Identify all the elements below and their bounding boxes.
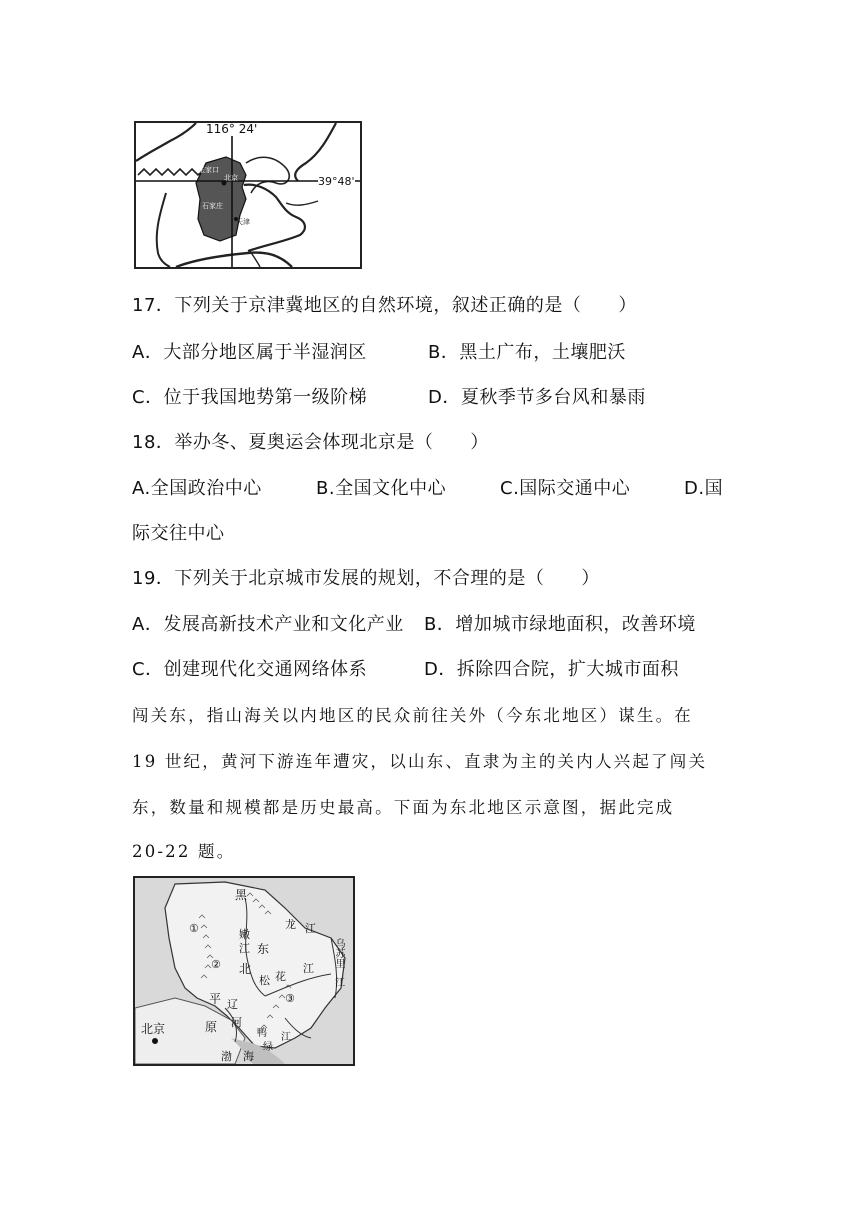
map-label-jiang5: 江: [281, 1032, 291, 1043]
question-17-option-a: A．大部分地区属于半湿润区: [132, 342, 367, 363]
city-label-zhangjiakou: 张家口: [198, 166, 219, 174]
map-label-bo: 渤: [221, 1050, 232, 1063]
question-18-option-d-continued: 际交往中心: [132, 523, 225, 544]
question-19-option-d: D．拆除四合院，扩大城市面积: [424, 659, 679, 680]
question-17-stem: 17．下列关于京津冀地区的自然环境，叙述正确的是（ ）: [132, 295, 637, 316]
question-19-option-c: C．创建现代化交通网络体系: [132, 659, 368, 680]
map-label-ya: 鸭: [257, 1028, 267, 1039]
question-17-option-b: B．黑土广布，土壤肥沃: [428, 342, 626, 363]
passage-line-4: 20-22 题。: [132, 842, 236, 861]
question-18-option-d: D.国: [684, 478, 724, 499]
longitude-label: 116° 24': [206, 122, 258, 136]
passage-line-1: 闯关东，指山海关以内地区的民众前往关外（今东北地区）谋生。在: [132, 706, 693, 725]
question-18-option-b: B.全国文化中心: [316, 478, 447, 499]
map-label-ping: 平: [209, 992, 222, 1006]
city-label-tianjin: 天津: [236, 218, 250, 226]
question-19-option-b: B．增加城市绿地面积，改善环境: [424, 614, 696, 635]
map-marker-2: ②: [211, 958, 221, 971]
map-label-hai: 海: [243, 1050, 254, 1063]
map-label-liao: 辽: [227, 998, 238, 1011]
map-label-hua: 花: [275, 970, 286, 983]
map-marker-3: ③: [285, 992, 295, 1005]
map-label-lv: 绿: [263, 1042, 273, 1053]
question-18-option-c: C.国际交通中心: [500, 478, 631, 499]
map-label-wusu: 乌苏里: [333, 938, 344, 968]
map-label-jiang4: 江: [335, 978, 345, 989]
city-label-shijiazhuang: 石家庄: [202, 202, 223, 210]
map-label-yuan: 原: [205, 1020, 218, 1034]
passage-line-2: 19 世纪，黄河下游连年遭灾，以山东、直隶为主的关内人兴起了闯关: [132, 752, 708, 771]
question-18-stem: 18．举办冬、夏奥运会体现北京是（ ）: [132, 432, 489, 453]
jingjinji-map: [134, 121, 362, 269]
map-label-long: 龙: [285, 918, 296, 931]
passage-line-3: 东，数量和规模都是历史最高。下面为东北地区示意图，据此完成: [132, 798, 675, 817]
northeast-china-map: [133, 876, 355, 1066]
map-label-dong: 东: [257, 942, 270, 956]
city-label-beijing: 北京: [224, 174, 238, 182]
map-label-he: 河: [231, 1016, 242, 1029]
question-17-option-c: C．位于我国地势第一级阶梯: [132, 387, 368, 408]
question-17-option-d: D．夏秋季节多台风和暴雨: [428, 387, 646, 408]
question-19-stem: 19．下列关于北京城市发展的规划，不合理的是（ ）: [132, 568, 600, 589]
map-label-jiang2: 江: [239, 942, 250, 955]
jingjinji-map-drawing: [136, 123, 360, 267]
map-label-beijing: 北京: [141, 1022, 166, 1036]
map-label-song: 松: [259, 974, 270, 987]
map-label-nen: 嫩: [239, 928, 250, 941]
map-label-jiang3: 江: [303, 962, 314, 975]
question-18-option-a: A.全国政治中心: [132, 478, 262, 499]
map-label-jiang1: 江: [305, 922, 316, 935]
latitude-label: 39°48': [318, 175, 355, 188]
map-label-bei: 北: [239, 962, 252, 976]
map-label-hei: 黑: [235, 888, 248, 902]
map-marker-1: ①: [189, 922, 199, 935]
beijing-point: [152, 1038, 158, 1044]
question-19-option-a: A．发展高新技术产业和文化产业: [132, 614, 404, 635]
